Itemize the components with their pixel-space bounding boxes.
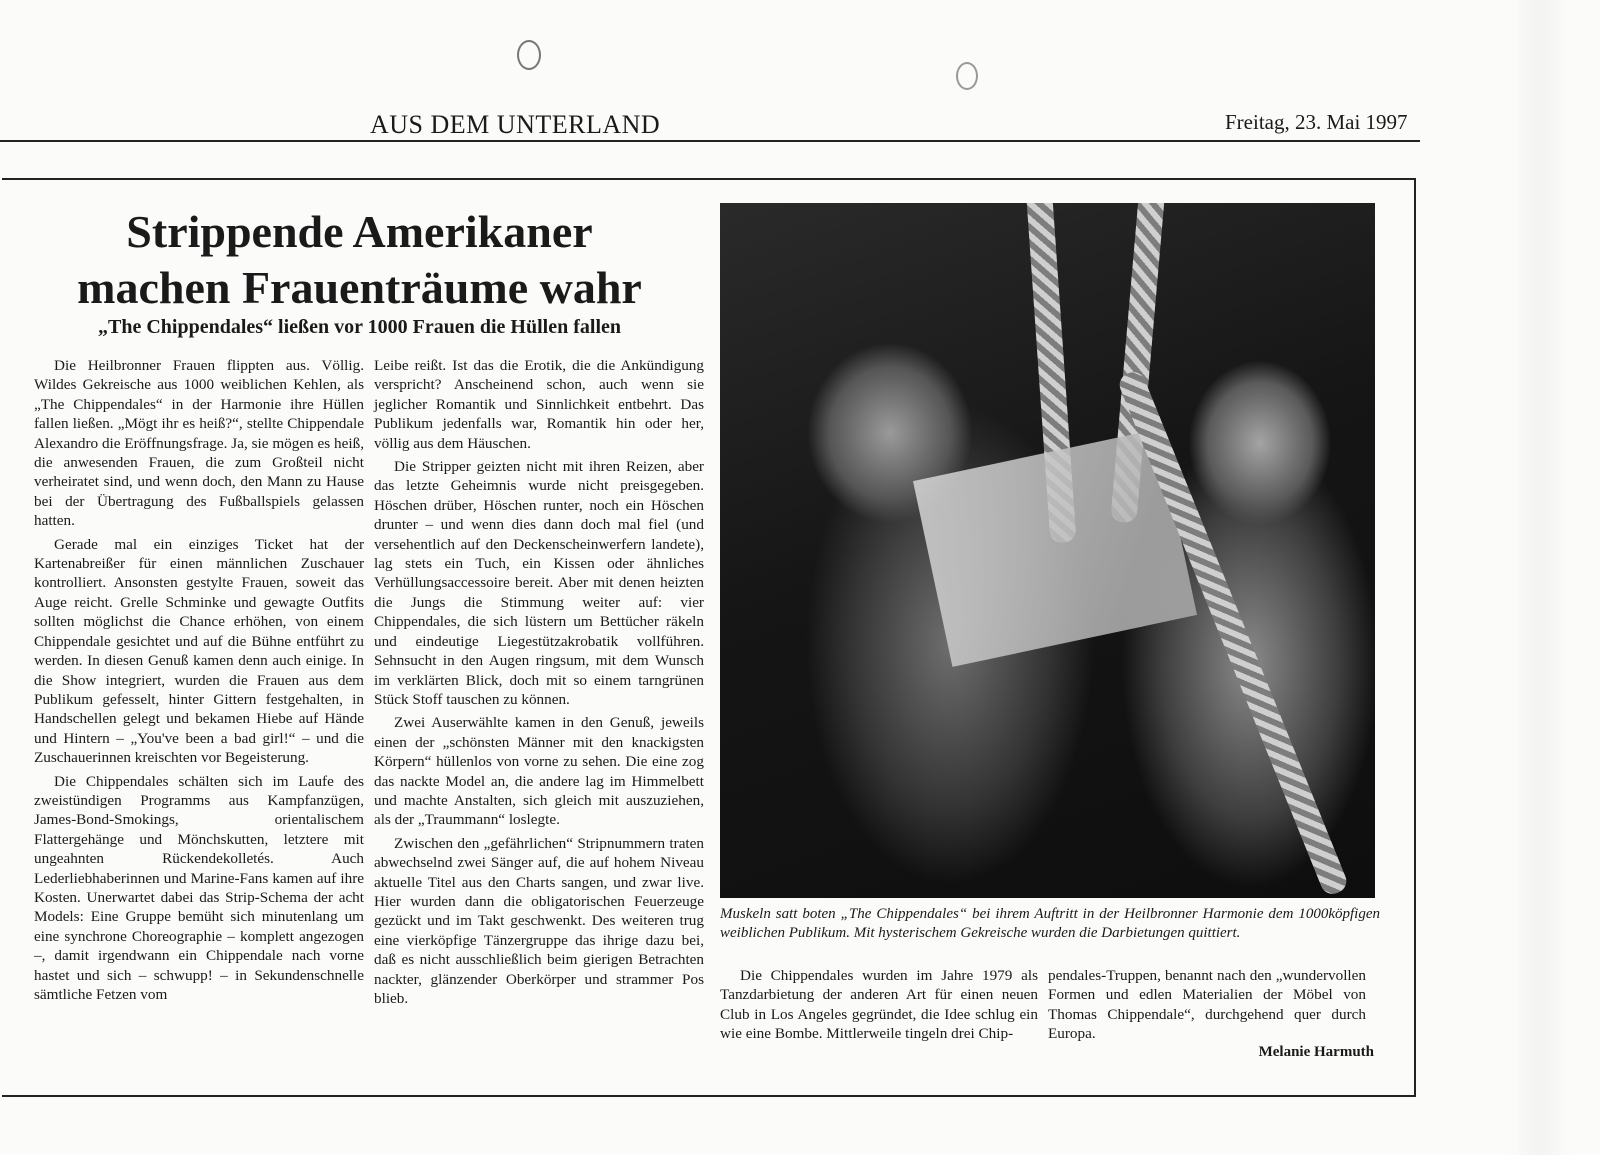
paragraph: Die Stripper geizten nicht mit ihren Reizen, aber das letzte Geheimnis wurde nicht preisgegeben. Höschen drüber, Höschen runter, noch ein Höschen drunter – und wenn dies dann doch mal fiel (und versehentlich auf den Deckenscheinwerfern landete), lag stets ein Tuch, ein Kissen oder ähnliches Verhüllungsaccessoire bereit. Aber mit denen heizten die Jungs die Stimmung weiter auf: vier Chippendales, die sich lüstern um Bettücher räkeln und eindeutige Liegestützakrobatik vollführen. Sehnsucht in den Augen ringsum, mit dem Wunsch im verklärten Blick, doch mit so einem tarngrünen Stück Stoff tauschen zu können. (374, 458, 704, 708)
punch-hole (956, 62, 978, 90)
paragraph: Gerade mal ein einziges Ticket hat der Kartenabreißer für einen männlichen Zuschauer kontrolliert. Ansonsten gestylte Frauen, soweit das Auge reicht. Grelle Schminke und gewagte Outfits sollten möglichst die Chance erhöhen, von einem Chippendale gesichtet und auf die Bühne entführt zu werden. In diesen Genuß kamen denn auch einige. In die Show integriert, wurden die Frauen aus dem Publikum gefesselt, hinter Gittern festgehalten, in Handschellen gelegt und bekamen Hiebe auf Hände und Hintern – „You've been a bad girl!“ – und die Zuschauerinnen kreischten vor Begeisterung. (34, 535, 364, 767)
article-photo (720, 203, 1375, 898)
photo-caption: Muskeln satt boten „The Chippendales“ bei ihrem Auftritt in der Heilbronner Harmonie dem 1000köpfigen weiblichen Publikum. Mit hysterischem Gekreische wurden die Darbietungen quittiert. (720, 906, 1380, 941)
article-column-2 (374, 356, 704, 1012)
article-column-1 (34, 356, 364, 1008)
rope (1116, 369, 1350, 898)
paragraph: pendales-Truppen, benannt nach den „wundervollen Formen und edlen Materialien der Möbel von Thomas Chippendale“, durchgehend quer durch Europa. (1048, 967, 1366, 1043)
section-name: AUS DEM UNTERLAND (370, 110, 661, 139)
punch-hole (517, 40, 541, 70)
scan-shadow (1510, 0, 1570, 1155)
paragraph: Die Heilbronner Frauen flippten aus. Völlig. Wildes Gekreische aus 1000 weiblichen Kehlen, als „The Chippendales“ in der Harmonie ihre Hüllen fallen ließen. „Mögt ihr es heiß?“, stellte Chippendale Alexandro die Eröffnungsfrage. Ja, sie mögen es heiß, die anwesenden Frauen, die zum Großteil nicht verheiratet sind, und wenn doch, den Mann zu Hause bei der Übertragung des Fußballspiels gelassen hatten. (34, 357, 364, 530)
paragraph: Zwei Auserwählte kamen in den Genuß, jeweils einen der „schönsten Männer mit den knackigsten Körpern“ hüllenlos von vorne zu sehen. Die eine zog das nackte Model an, die andere lag im Himmelbett und machte Anstalten, sich gleich mit auszuziehen, als der „Traummann“ loslegte. (374, 714, 704, 829)
headline-line: machen Frauenträume wahr (77, 262, 642, 313)
paragraph: Die Chippendales wurden im Jahre 1979 als Tanzdarbietung der anderen Art für einen neuen Club in Los Angeles gegründet, die Idee schlug ein wie eine Bombe. Mittlerweile tingeln drei Chip- (720, 967, 1038, 1043)
running-head (0, 106, 1420, 142)
headline (22, 204, 697, 316)
issue-date: Freitag, 23. Mai 1997 (1225, 110, 1408, 134)
author-byline: Melanie Harmuth (1258, 1044, 1374, 1060)
paragraph: Leibe reißt. Ist das die Erotik, die die Ankündigung verspricht? Anscheinend schon, auch wenn sie jeglicher Romantik und Sinnlichkeit entbehrt. Das Publikum jedenfalls war, Romantik hin oder her, völlig aus dem Häuschen. (374, 357, 704, 452)
headline-line: Strippende Amerikaner (126, 206, 593, 257)
subheadline: „The Chippendales“ ließen vor 1000 Frauen die Hüllen fallen (97, 316, 622, 338)
article (2, 178, 1416, 1097)
paragraph: Die Chippendales schälten sich im Laufe des zweistündigen Programms aus Kampfanzügen, James-Bond-Smokings, orientalischem Flattergehänge und Mönchskutten, letztere mit ungeahnten Rückendekolletés. Auch Lederliebhaberinnen und Marine-Fans kamen auf ihre Kosten. Unerwartet dabei das Strip-Schema der acht Models: Eine Gruppe bemüht sich minutenlang um eine synchrone Choreographie – komplett angezogen –, damit irgendwann ein Chippendale nach vorne hastet und sich – schwupp! – in Sekundenschnelle sämtliche Fetzen vom (34, 772, 364, 1003)
article-tail-column-1 (720, 966, 1038, 1044)
paragraph: Zwischen den „gefährlichen“ Stripnummern traten abwechselnd zwei Sänger auf, die auf hohem Niveau aktuelle Titel aus den Charts sangen, und zwar live. Hier wurden dann die obligatorischen Feuerzeuge gezückt und im Takt geschwenkt. Des weiteren trug eine vierköpfige Tänzergruppe das ihrige dazu bei, daß es nicht ausschließlich beim gierigen Betrachten nackter, glänzender Oberkörper und strammer Pos blieb. (374, 834, 704, 1007)
article-tail-column-2 (1048, 966, 1366, 1044)
